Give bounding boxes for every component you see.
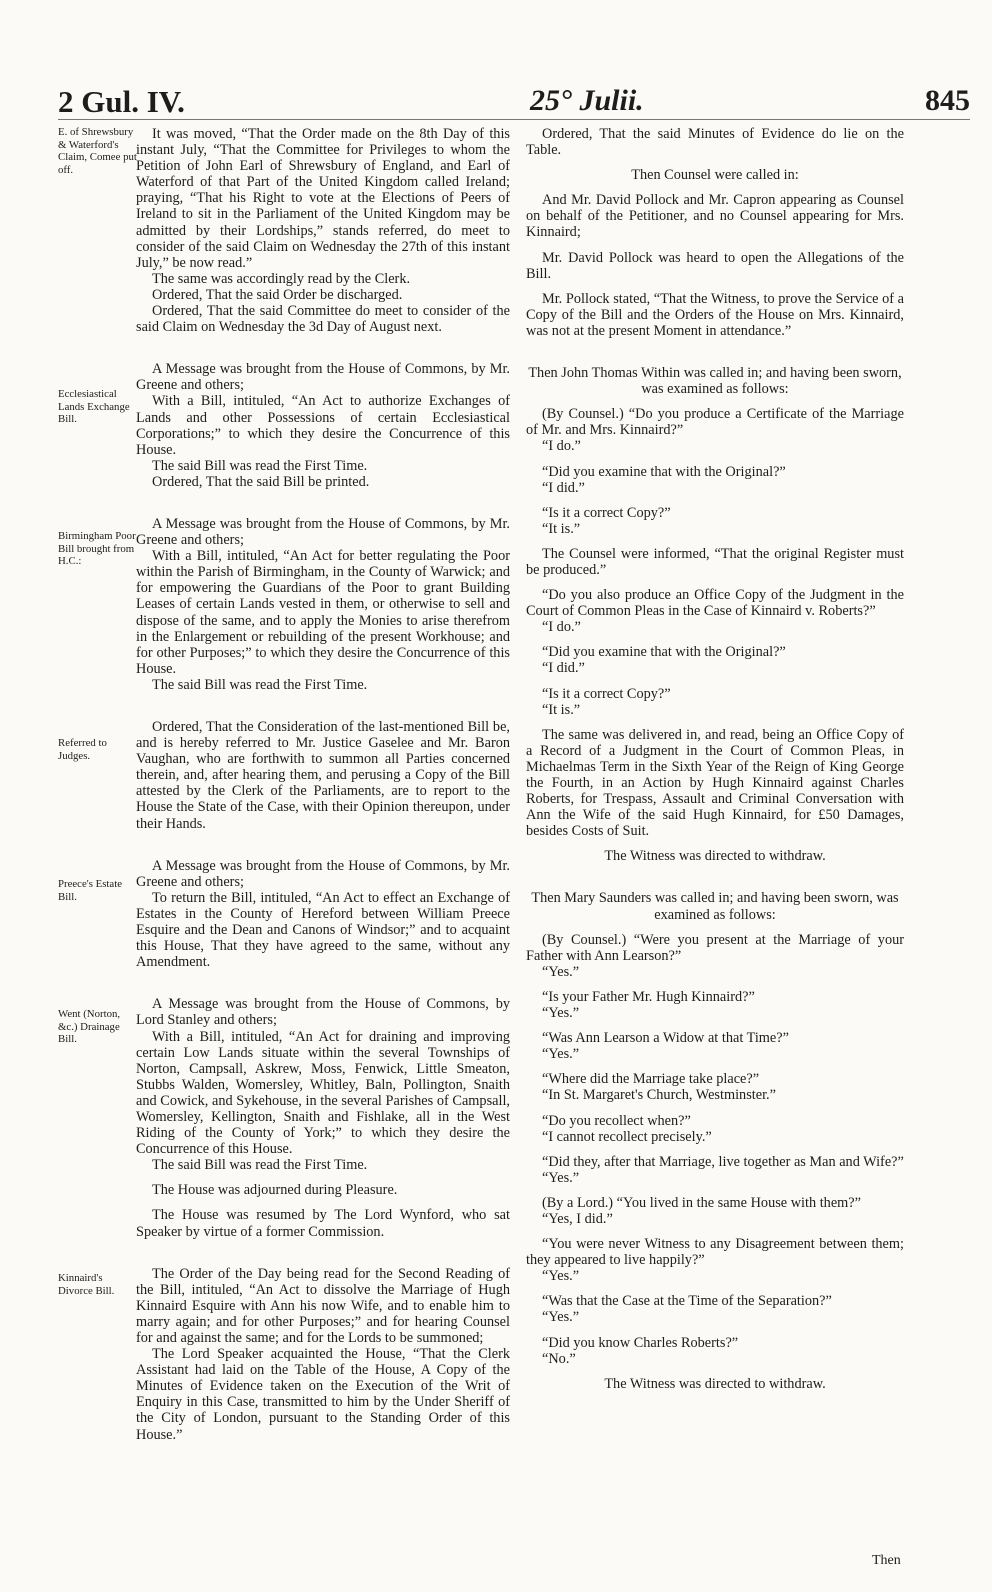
paragraph: The House was resumed by The Lord Wynford, who sat Speaker by virtue of a former Commission. xyxy=(136,1207,510,1240)
paragraph: The same was accordingly read by the Clerk. xyxy=(152,270,411,287)
question: “Did you know Charles Roberts?” xyxy=(542,1334,739,1351)
paragraph: The Counsel were informed, “That the original Register must be produced.” xyxy=(526,545,904,578)
paragraph: Ordered, That the said Order be discharged. xyxy=(152,286,403,303)
answer: “It is.” xyxy=(542,520,581,537)
question: “You were never Witness to any Disagreement between them; they appeared to live happily?” xyxy=(526,1236,904,1269)
margin-note: Went (Norton, &c.) Drainage Bill. xyxy=(58,1008,121,1045)
page-header xyxy=(58,84,970,118)
paragraph: The same was delivered in, and read, being an Office Copy of a Record of a Judgment in the Court of Common Pleas, in Michaelmas Term in the Sixth Year of the Reign of King George the Fourth, in an Action by Hugh Kinnaird against Charles Roberts, for Trespass, Assault and Criminal Conversation with Ann the Wife of the said Hugh Kinnaird, for £50 Damages, besides Costs of Suit. xyxy=(526,726,904,840)
question: “Did you examine that with the Original?” xyxy=(542,644,786,661)
left-column xyxy=(136,126,510,1452)
question: “Is it a correct Copy?” xyxy=(542,504,671,521)
margin-note: Ecclesiastical Lands Exchange Bill. xyxy=(58,388,130,425)
answer: “I did.” xyxy=(542,660,585,677)
answer: “Yes, I did.” xyxy=(542,1210,613,1227)
paragraph: The said Bill was read the First Time. xyxy=(152,676,368,693)
question: “Do you also produce an Office Copy of the Judgment in the Court of Common Pleas in the Case of Kinnaird v. Roberts?” xyxy=(526,587,904,620)
paragraph: With a Bill, intituled, “An Act for draining and improving certain Low Lands situate within the several Townships of Norton, Campsall, Askrew, Moss, Fenwick, Little Smeaton, Stubbs Walden, Womersley, Whitley, Baln, Pollington, Snaith and Cowick, and Sykehouse, in the several Parishes of Campsall, Womersley, Kellington, Snaith and Fishlake, all in the West Riding of the County of York;” to which they desire the Concurrence of this House. xyxy=(136,1028,510,1158)
question: “Is your Father Mr. Hugh Kinnaird?” xyxy=(542,988,755,1005)
question: “Do you recollect when?” xyxy=(542,1112,691,1129)
heading: Then Mary Saunders was called in; and having been sworn, was examined as follows: xyxy=(531,890,899,923)
paragraph: The Order of the Day being read for the Second Reading of the Bill, intituled, “An Act to dissolve the Marriage of Hugh Kinnaird Esquire with Ann his now Wife, and to enable him to marry again; and for other Purposes;” and for hearing Counsel for and against the same; and for the Lords to be summoned; xyxy=(136,1265,510,1346)
page-date: 25° Julii. xyxy=(530,84,644,117)
paragraph: A Message was brought from the House of Commons, by Lord Stanley and others; xyxy=(136,996,510,1029)
paragraph: Ordered, That the said Bill be printed. xyxy=(152,473,370,490)
paragraph: The House was adjourned during Pleasure. xyxy=(152,1182,398,1199)
margin-note: Referred to Judges. xyxy=(58,737,107,762)
question: “Is it a correct Copy?” xyxy=(542,685,671,702)
margin-note: Preece's Estate Bill. xyxy=(58,878,122,903)
paragraph: Mr. Pollock stated, “That the Witness, to prove the Service of a Copy of the Bill and the Orders of the House on Mrs. Kinnaird, was not at the present Moment in attendance.” xyxy=(526,290,904,339)
heading: The Witness was directed to withdraw. xyxy=(604,848,826,865)
right-column xyxy=(526,126,904,1401)
question: “Where did the Marriage take place?” xyxy=(542,1071,760,1088)
paragraph: Ordered, That the said Committee do meet to consider of the said Claim on Wednesday the 3d Day of August next. xyxy=(136,303,510,336)
question: (By Counsel.) “Were you present at the Marriage of your Father with Ann Learson?” xyxy=(526,931,904,964)
answer: “Yes.” xyxy=(542,1005,580,1022)
answer: “I do.” xyxy=(542,438,581,455)
paragraph: With a Bill, intituled, “An Act to authorize Exchanges of Lands and other Possessions of certain Ecclesiastical Corporations;” to which they desire the Concurrence of this House. xyxy=(136,393,510,458)
question: “Was Ann Learson a Widow at that Time?” xyxy=(542,1030,789,1047)
answer: “Yes.” xyxy=(542,1309,580,1326)
paragraph: Mr. David Pollock was heard to open the Allegations of the Bill. xyxy=(526,249,904,282)
answer: “I do.” xyxy=(542,619,581,636)
question: “Did they, after that Marriage, live together as Man and Wife?” xyxy=(542,1153,904,1170)
answer: “I cannot recollect precisely.” xyxy=(542,1128,712,1145)
header-rule xyxy=(58,119,970,120)
answer: “It is.” xyxy=(542,701,581,718)
paragraph: The said Bill was read the First Time. xyxy=(152,457,368,474)
margin-note: Kinnaird's Divorce Bill. xyxy=(58,1272,115,1297)
answer: “Yes.” xyxy=(542,963,580,980)
question: “Did you examine that with the Original?” xyxy=(542,463,786,480)
paragraph: The said Bill was read the First Time. xyxy=(152,1157,368,1174)
margin-note: E. of Shrewsbury & Waterford's Claim, Comee put off. xyxy=(58,126,137,176)
answer: “I did.” xyxy=(542,479,585,496)
paragraph: Ordered, That the Consideration of the last-mentioned Bill be, and is hereby referred to Mr. Justice Gaselee and Mr. Baron Vaughan, who are forthwith to summon all Parties concerned therein, and, after hearing them, and perusing a Copy of the Bill attested by the Clerk of the Parliaments, are to report to the House the State of the Case, with their Opinion thereupon, under their Hands. xyxy=(136,719,510,832)
answer: “Yes.” xyxy=(542,1169,580,1186)
regnal-year: 2 Gul. IV. xyxy=(58,84,185,119)
paragraph: A Message was brought from the House of Commons, by Mr. Greene and others; xyxy=(136,515,510,549)
paragraph: With a Bill, intituled, “An Act for better regulating the Poor within the Parish of Birmingham, in the County of Warwick; and for empowering the Guardians of the Poor to grant Building Leases of certain Lands vested in them, or otherwise to sell and dispose of the same, and to apply the Monies to arise therefrom in the Enlargement or rebuilding of the present Workhouse; and for other Purposes;” to which they desire the Concurrence of this House. xyxy=(136,548,510,677)
answer: “Yes.” xyxy=(542,1268,580,1285)
page-number: 845 xyxy=(925,84,970,117)
paragraph: A Message was brought from the House of Commons, by Mr. Greene and others; xyxy=(136,361,510,394)
paragraph: A Message was brought from the House of Commons, by Mr. Greene and others; xyxy=(136,857,510,890)
heading: Then Counsel were called in: xyxy=(631,167,799,184)
question: (By Counsel.) “Do you produce a Certificate of the Marriage of Mr. and Mrs. Kinnaird?” xyxy=(526,406,904,439)
heading: The Witness was directed to withdraw. xyxy=(604,1375,826,1392)
paragraph: And Mr. David Pollock and Mr. Capron appearing as Counsel on behalf of the Petitioner, and no Counsel appearing for Mrs. Kinnaird; xyxy=(526,192,904,241)
paragraph: It was moved, “That the Order made on the 8th Day of this instant July, “That the Committee for Privileges to whom the Petition of John Earl of Shrewsbury of England, and Earl of Waterford of that Part of the United Kingdom called Ireland; praying, “That his Right to vote at the Elections of Peers of Ireland to sit in the Parliament of the United Kingdom may be admitted by their Lordships,” stands referred, do meet to consider of the said Claim on Wednesday the 27th of this instant July,” be now read.” xyxy=(136,126,510,271)
paragraph: Ordered, That the said Minutes of Evidence do lie on the Table. xyxy=(526,126,904,159)
answer: “Yes.” xyxy=(542,1046,580,1063)
paragraph: To return the Bill, intituled, “An Act to effect an Exchange of Estates in the County of Hereford between William Preece Esquire and the Dean and Canons of Windsor;” and to acquaint this House, That they have agreed to the same, without any Amendment. xyxy=(136,889,510,971)
paragraph: The Lord Speaker acquainted the House, “That the Clerk Assistant had laid on the Table of the House, A Copy of the Minutes of Evidence taken on the Execution of the Writ of Enquiry in this Case, transmitted to him by the Under Sheriff of the City of London, pursuant to the Standing Order of this House.” xyxy=(136,1346,510,1443)
answer: “In St. Margaret's Church, Westminster.” xyxy=(542,1087,776,1104)
answer: “No.” xyxy=(542,1350,576,1367)
question: “Was that the Case at the Time of the Separation?” xyxy=(542,1293,832,1310)
question: (By a Lord.) “You lived in the same House with them?” xyxy=(542,1194,861,1211)
catchword: Then xyxy=(872,1553,901,1568)
margin-note: Birmingham Poor Bill brought from H.C.: xyxy=(58,530,136,567)
heading: Then John Thomas Within was called in; and having been sworn, was examined as follows: xyxy=(528,365,902,398)
